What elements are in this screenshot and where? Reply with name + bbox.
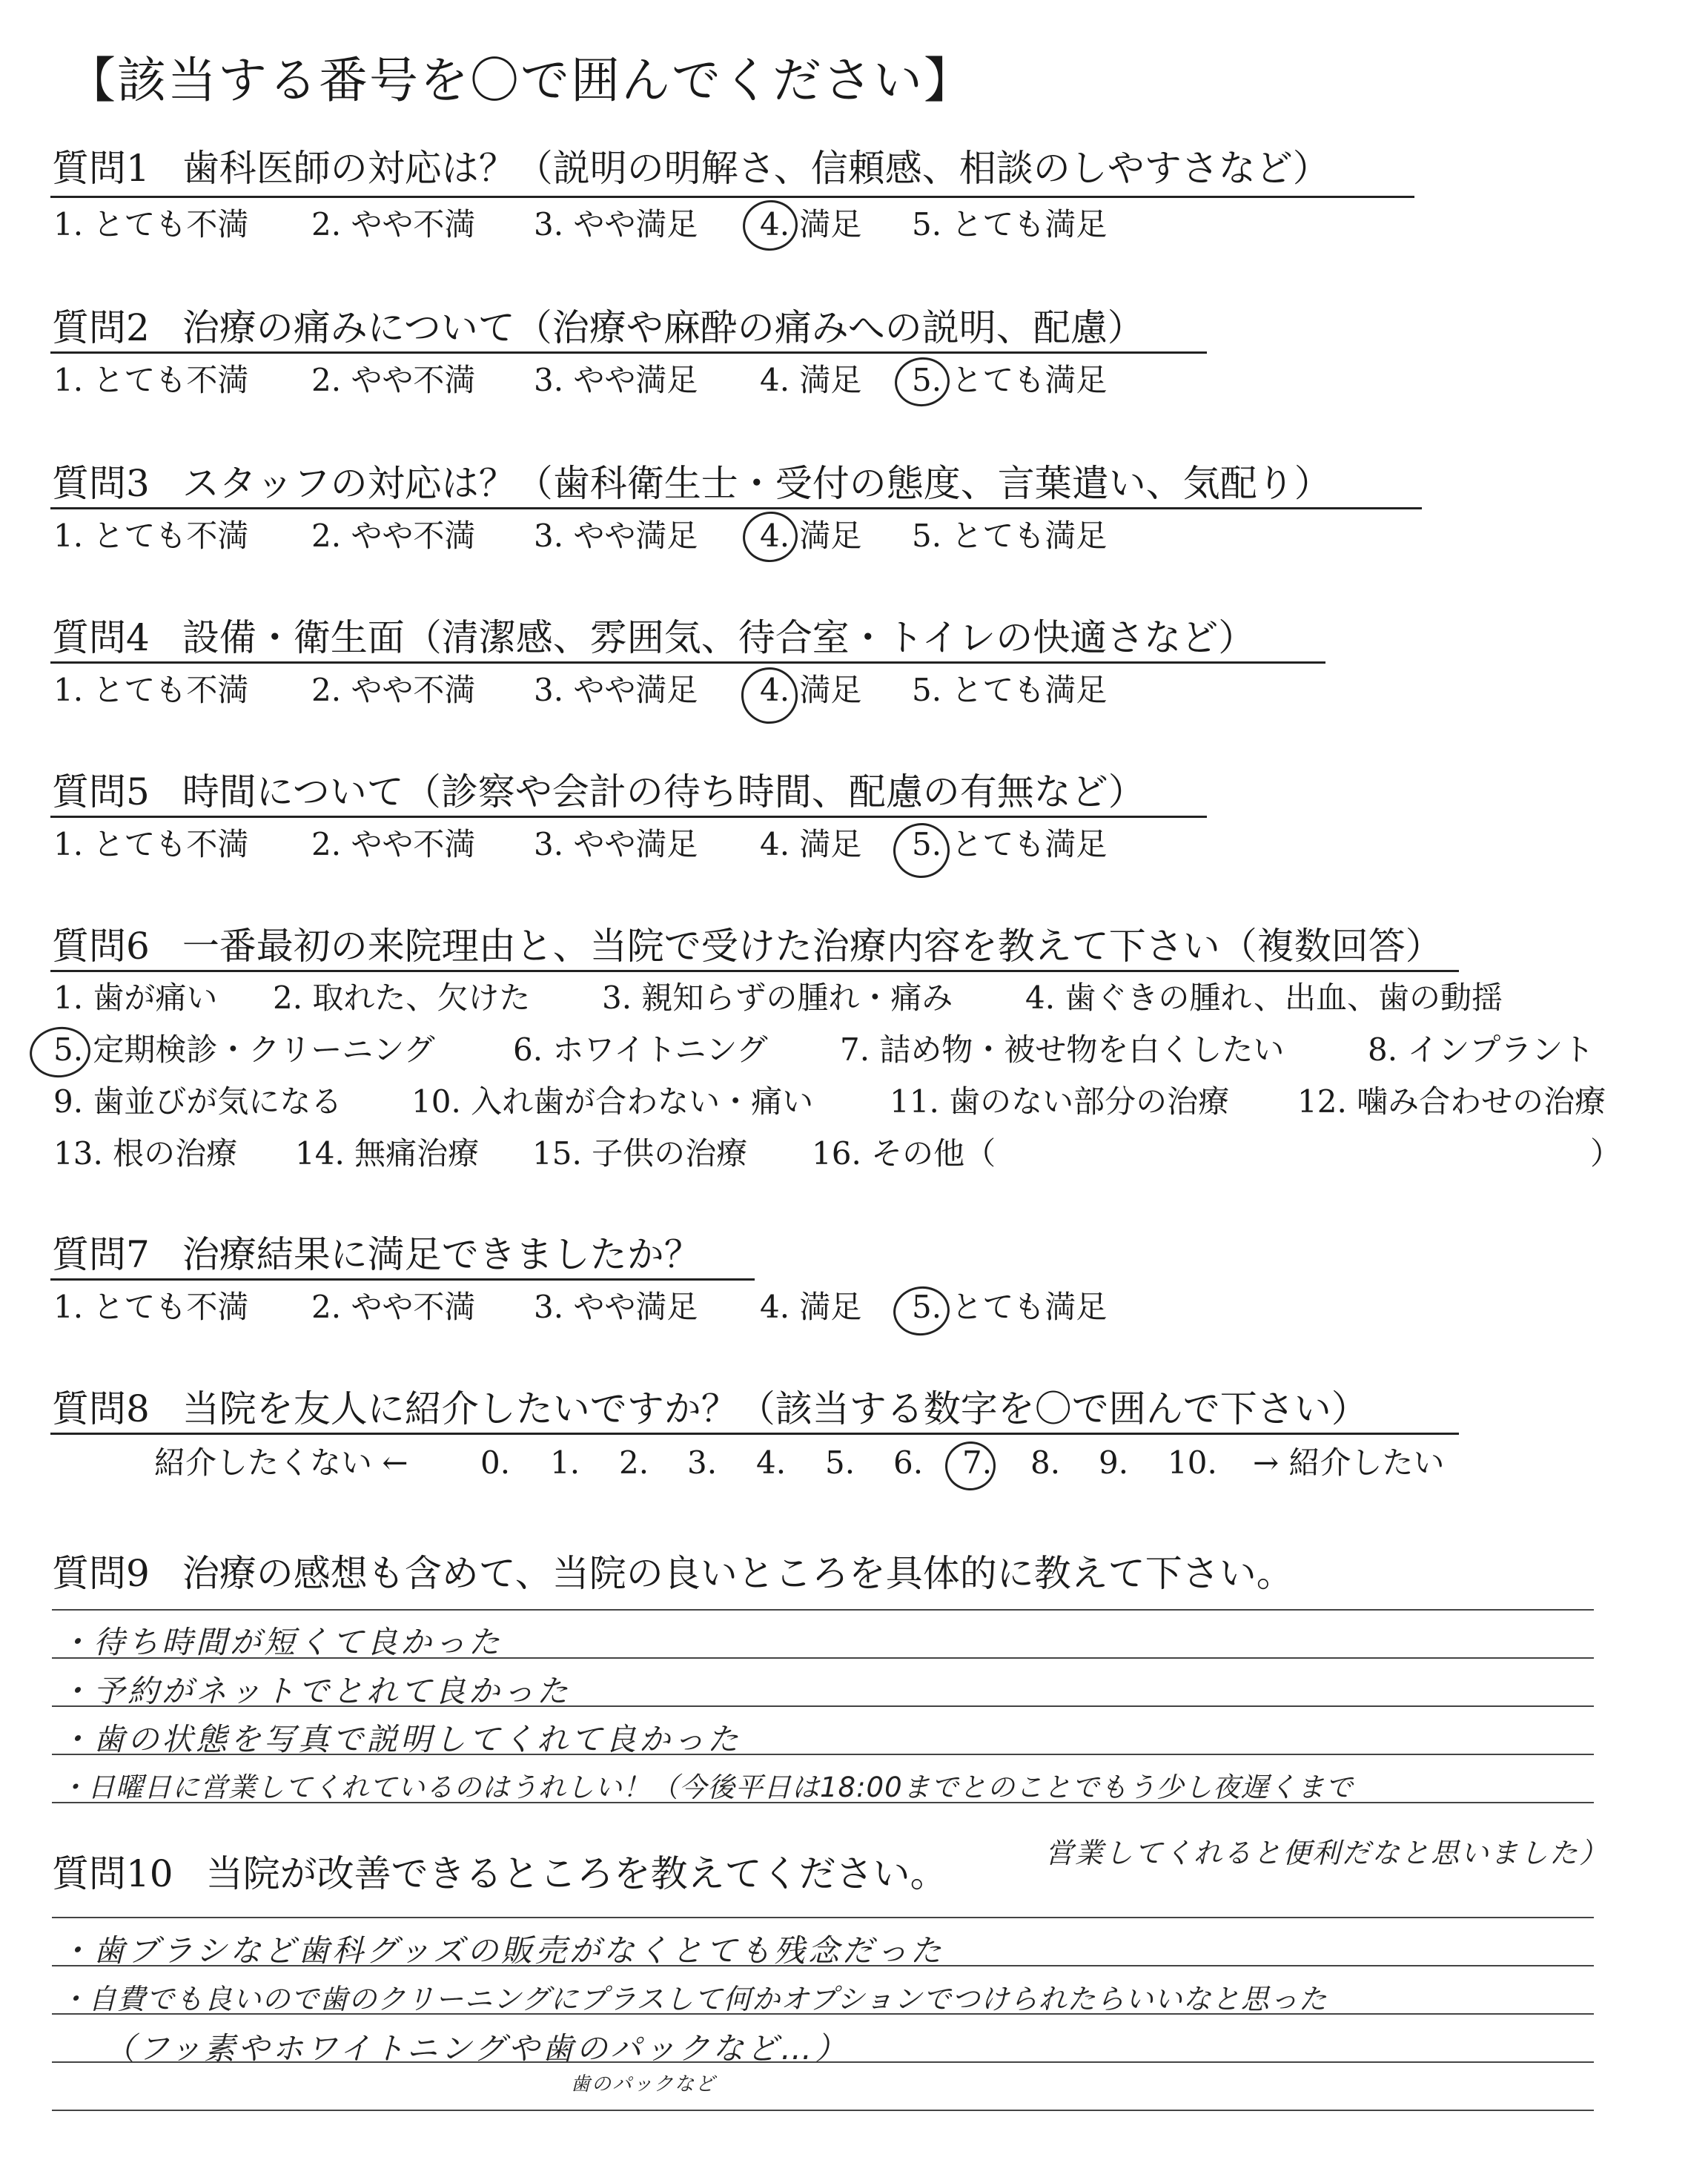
q1-option-5[interactable]: 5. とても満足	[912, 206, 1108, 242]
q5-option-1[interactable]: 1. とても不満	[53, 826, 249, 862]
q8-left-label: 紹介したくない ←	[154, 1444, 408, 1481]
q6-option-2[interactable]: 2. 取れた、欠けた	[273, 980, 531, 1016]
question-5-underline	[50, 816, 1207, 818]
q1-option-2[interactable]: 2. やや不満	[311, 206, 476, 242]
question-9	[52, 1550, 1294, 1597]
q8-option-7[interactable]: 7.	[962, 1444, 993, 1481]
question-5-text: 時間について（診察や会計の待ち時間、配慮の有無など）	[182, 770, 1145, 813]
q10-writing-line-1	[52, 1917, 1594, 1918]
q8-option-10[interactable]: 10.	[1168, 1444, 1217, 1481]
question-1-text: 歯科医師の対応は？（説明の明解さ、信頼感、相談のしやすさなど）	[182, 147, 1330, 190]
q8-option-0[interactable]: 0.	[480, 1444, 511, 1481]
question-6	[52, 922, 1443, 970]
q6-option-3[interactable]: 3. 親知らずの腫れ・痛み	[602, 980, 953, 1016]
q4-option-2[interactable]: 2. やや不満	[311, 672, 476, 708]
q8-option-4[interactable]: 4.	[756, 1444, 787, 1481]
question-6-text: 一番最初の来院理由と、当院で受けた治療内容を教えて下さい（複数回答）	[182, 925, 1443, 968]
q9-answer-4: ・日曜日に営業してくれているのはうれしい！（今後平日は18:00までとのことでもう少し夜遅くまで	[59, 1771, 1354, 1803]
q2-option-5[interactable]: 5. とても満足	[912, 362, 1108, 398]
q7-option-5[interactable]: 5. とても満足	[912, 1289, 1108, 1325]
q4-option-4[interactable]: 4. 満足	[760, 672, 862, 708]
q10-answer-2: ・自費でも良いので歯のクリーニングにプラスして何かオプションでつけられたらいいなと思った	[59, 1983, 1328, 2015]
question-3-text: スタッフの対応は？（歯科衛生士・受付の態度、言葉遣い、気配り）	[182, 462, 1331, 505]
q6-option-8[interactable]: 8. インプラント	[1368, 1031, 1595, 1068]
q10-answer-1: ・歯ブラシなど歯科グッズの販売がなくとても残念だった	[59, 1932, 944, 1969]
q4-option-5[interactable]: 5. とても満足	[912, 672, 1108, 708]
q4-option-1[interactable]: 1. とても不満	[53, 672, 249, 708]
q1-option-4[interactable]: 4. 満足	[760, 206, 862, 242]
q6-option-15[interactable]: 15. 子供の治療	[532, 1135, 748, 1172]
q9-answer-1: ・待ち時間が短くて良かった	[59, 1624, 503, 1660]
q3-option-2[interactable]: 2. やや不満	[311, 518, 476, 554]
question-1	[52, 145, 1330, 192]
q5-option-4[interactable]: 4. 満足	[760, 826, 862, 862]
question-1-number: 質問1	[52, 147, 150, 190]
question-7	[52, 1231, 701, 1278]
q6-option-14[interactable]: 14. 無痛治療	[295, 1135, 480, 1172]
q8-option-8[interactable]: 8.	[1030, 1444, 1061, 1481]
q5-option-5[interactable]: 5. とても満足	[912, 826, 1108, 862]
question-4-number: 質問4	[52, 616, 150, 659]
q9-answer-2: ・予約がネットでとれて良かった	[59, 1673, 572, 1709]
q8-option-1[interactable]: 1.	[550, 1444, 580, 1481]
question-4-text: 設備・衛生面（清潔感、雰囲気、待合室・トイレの快適さなど）	[182, 616, 1256, 659]
question-7-underline	[50, 1278, 755, 1281]
q9-answer-5: 営業してくれると便利だなと思いました）	[1045, 1837, 1609, 1869]
q8-option-5[interactable]: 5.	[825, 1444, 855, 1481]
q1-option-3[interactable]: 3. やや満足	[534, 206, 698, 242]
question-3	[52, 460, 1331, 507]
q8-right-label: → 紹介したい	[1253, 1444, 1445, 1481]
q9-writing-line-1	[52, 1609, 1594, 1611]
q6-option-4[interactable]: 4. 歯ぐきの腫れ、出血、歯の動揺	[1025, 980, 1503, 1016]
q6-option-6[interactable]: 6. ホワイトニング	[513, 1031, 768, 1068]
q7-option-3[interactable]: 3. やや満足	[534, 1289, 698, 1325]
question-3-number: 質問3	[52, 462, 150, 505]
question-6-underline	[50, 970, 1459, 972]
question-5-number: 質問5	[52, 770, 150, 813]
question-4	[52, 614, 1255, 661]
question-2-text: 治療の痛みについて（治療や麻酔の痛みへの説明、配慮）	[182, 306, 1145, 349]
q6-option-13[interactable]: 13. 根の治療	[53, 1135, 238, 1172]
question-9-text: 治療の感想も含めて、当院の良いところを具体的に教えて下さい。	[182, 1552, 1294, 1595]
q6-option-10[interactable]: 10. 入れ歯が合わない・痛い	[411, 1083, 814, 1120]
question-8-underline	[50, 1433, 1459, 1435]
q2-option-2[interactable]: 2. やや不満	[311, 362, 476, 398]
q6-option-1[interactable]: 1. 歯が痛い	[53, 980, 218, 1016]
q3-option-5[interactable]: 5. とても満足	[912, 518, 1108, 554]
q5-option-3[interactable]: 3. やや満足	[534, 826, 698, 862]
q8-option-3[interactable]: 3.	[687, 1444, 718, 1481]
q2-option-4[interactable]: 4. 満足	[760, 362, 862, 398]
question-1-underline	[50, 196, 1414, 198]
q7-option-2[interactable]: 2. やや不満	[311, 1289, 476, 1325]
q5-option-2[interactable]: 2. やや不満	[311, 826, 476, 862]
question-10-number: 質問10	[52, 1852, 173, 1895]
q8-option-2[interactable]: 2.	[619, 1444, 649, 1481]
question-5	[52, 768, 1145, 816]
question-8-text: 当院を友人に紹介したいですか？（該当する数字を〇で囲んで下さい）	[182, 1387, 1368, 1430]
q6-option-5[interactable]: 5. 定期検診・クリーニング	[53, 1031, 435, 1068]
q6-option-16[interactable]: 16. その他（	[812, 1135, 996, 1172]
q3-option-3[interactable]: 3. やや満足	[534, 518, 698, 554]
question-2	[52, 304, 1145, 351]
q6-option-11[interactable]: 11. 歯のない部分の治療	[890, 1083, 1230, 1120]
q2-option-1[interactable]: 1. とても不満	[53, 362, 249, 398]
question-2-underline	[50, 351, 1207, 354]
q7-option-4[interactable]: 4. 満足	[760, 1289, 862, 1325]
q6-option-12[interactable]: 12. 噛み合わせの治療	[1297, 1083, 1606, 1120]
question-3-underline	[50, 507, 1422, 509]
q2-option-3[interactable]: 3. やや満足	[534, 362, 698, 398]
q10-answer-note: 歯のパックなど	[571, 2073, 717, 2095]
q3-option-4[interactable]: 4. 満足	[760, 518, 862, 554]
question-8-number: 質問8	[52, 1387, 150, 1430]
question-10-text: 当院が改善できるところを教えてください。	[205, 1852, 947, 1895]
question-6-number: 質問6	[52, 925, 150, 968]
question-8	[52, 1385, 1368, 1433]
q4-option-3[interactable]: 3. やや満足	[534, 672, 698, 708]
question-9-number: 質問9	[52, 1552, 150, 1595]
q6-other-close-paren: ）	[1590, 1135, 1622, 1172]
q6-option-9[interactable]: 9. 歯並びが気になる	[53, 1083, 342, 1120]
question-4-underline	[50, 661, 1325, 664]
q9-answer-3: ・歯の状態を写真で説明してくれて良かった	[59, 1721, 742, 1757]
question-10	[52, 1850, 947, 1898]
q3-option-1[interactable]: 1. とても不満	[53, 518, 249, 554]
question-7-number: 質問7	[52, 1233, 150, 1276]
q1-option-1[interactable]: 1. とても不満	[53, 206, 249, 242]
q10-writing-line-5	[52, 2110, 1594, 2111]
q10-answer-3: （フッ素やホワイトニングや歯のパックなど…）	[104, 2030, 850, 2067]
q8-option-6[interactable]: 6.	[893, 1444, 924, 1481]
page-title: 【該当する番号を〇で囲んでください】	[67, 52, 974, 109]
q7-option-1[interactable]: 1. とても不満	[53, 1289, 249, 1325]
question-7-text: 治療結果に満足できましたか？	[182, 1233, 701, 1276]
q6-option-7[interactable]: 7. 詰め物・被せ物を白くしたい	[840, 1031, 1285, 1068]
q8-option-9[interactable]: 9.	[1099, 1444, 1129, 1481]
question-2-number: 質問2	[52, 306, 150, 349]
